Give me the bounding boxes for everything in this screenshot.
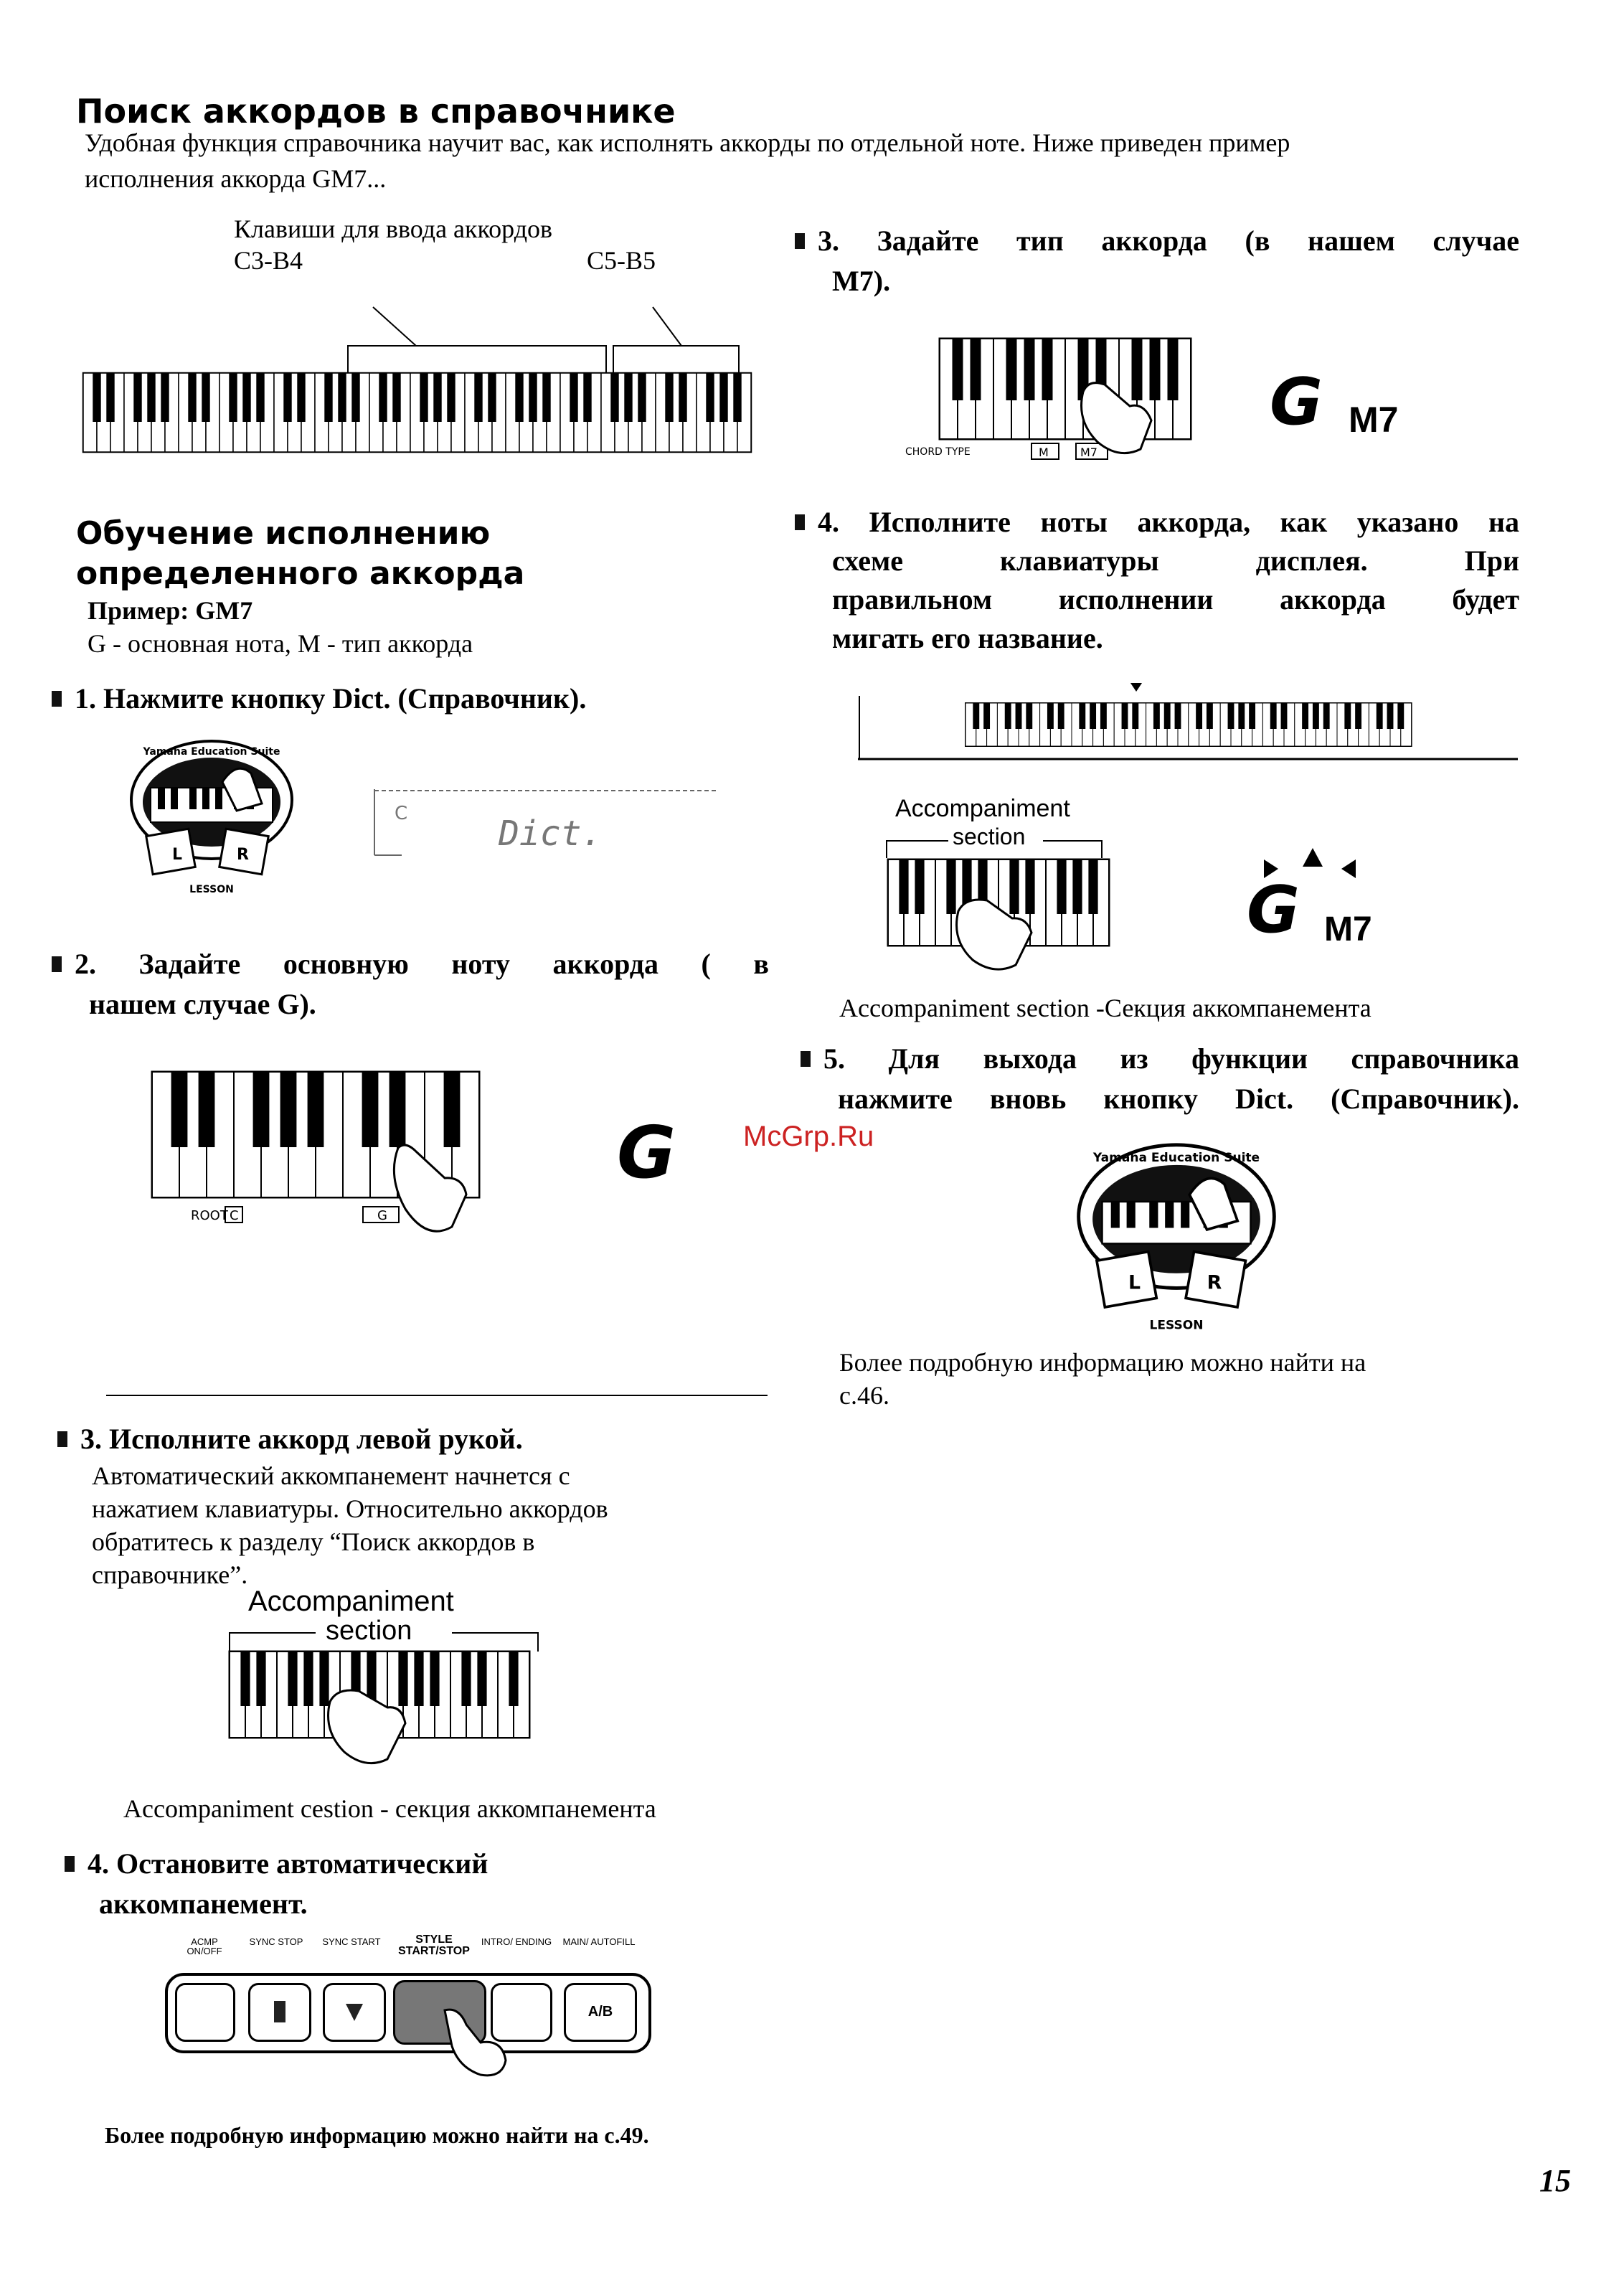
black-key: [1057, 859, 1066, 914]
black-key: [199, 1072, 215, 1147]
black-key: [351, 373, 359, 422]
black-key: [1005, 703, 1011, 729]
ab-label: A/B: [587, 2004, 613, 2020]
hand-icon: [438, 2003, 524, 2082]
black-key: [529, 373, 537, 422]
accomp-label-left-2: section: [326, 1616, 412, 1646]
range-left-label: C3-B4: [234, 246, 303, 275]
black-key: [242, 373, 250, 422]
black-key: [1238, 703, 1245, 729]
black-key: [1228, 703, 1234, 729]
black-key: [953, 339, 963, 400]
black-key: [1377, 703, 1383, 729]
keyboard-keys: [940, 339, 1191, 439]
btn-label-intro: INTRO/ ENDING: [481, 1936, 552, 1947]
black-key: [1344, 703, 1351, 729]
left-step-1: [52, 682, 586, 715]
right-step-3-text: 3. Задайте тип аккорда (в нашем случае: [818, 225, 1519, 257]
black-key: [240, 1652, 250, 1706]
lcd-root-g-3: G: [1247, 872, 1300, 948]
btn-label-sync-stop: SYNC STOP: [249, 1936, 303, 1947]
m7-key-label: M7: [1080, 446, 1097, 459]
black-key: [392, 373, 400, 422]
full-keyboard-diagram: [79, 301, 768, 459]
left-step-3-text-3: обратитесь к разделу “Поиск аккордов в: [92, 1527, 535, 1556]
left-step-1-text: 1. Нажмите кнопку Dict. (Справочник).: [75, 682, 587, 715]
black-key: [915, 859, 924, 914]
black-key: [430, 1652, 439, 1706]
left-step-2-text: 2. Задайте основную ноту аккорда ( в: [75, 948, 769, 980]
chord-type-label: CHORD TYPE: [905, 446, 971, 458]
left-step-3-caption: Accompaniment cestion - секция аккомпанемента: [123, 1794, 656, 1823]
right-step-5-line-1: [801, 1042, 1519, 1075]
black-key: [624, 373, 632, 422]
black-key: [638, 373, 646, 422]
black-key: [461, 1652, 471, 1706]
black-key: [1150, 339, 1161, 400]
black-key: [665, 373, 673, 422]
black-key: [1058, 703, 1064, 729]
black-key: [610, 373, 618, 422]
keyboard-accompaniment-left: [222, 1623, 638, 1766]
black-key: [542, 373, 550, 422]
right-footer-line-2: с.46.: [839, 1381, 889, 1410]
black-key: [308, 1072, 324, 1147]
black-key: [433, 373, 441, 422]
btn-label-acmp: ACMP ON/OFF: [187, 1936, 222, 1956]
example-label: Пример: GM7: [88, 596, 253, 625]
black-key: [202, 373, 209, 422]
root-label: ROOT: [191, 1208, 228, 1223]
black-key: [1042, 339, 1053, 400]
black-key: [106, 373, 114, 422]
keyboard-chord-type: [904, 334, 1219, 478]
black-key: [570, 373, 577, 422]
black-key: [1397, 703, 1404, 729]
m-key-label: M: [1039, 446, 1049, 459]
black-key: [188, 373, 196, 422]
right-step-4-caption: Accompaniment section -Секция аккомпанемента: [839, 994, 1372, 1022]
left-step-4-line-1: [65, 1847, 488, 1880]
black-key: [444, 1072, 461, 1147]
black-key: [1249, 703, 1255, 729]
black-key: [1024, 339, 1035, 400]
black-key: [93, 373, 100, 422]
bullet-icon: [65, 1856, 75, 1872]
bullet-icon: [57, 1431, 67, 1447]
lesson-badge-1: [115, 732, 308, 897]
right-step-4-line-2: схеме клавиатуры дисплея. При: [832, 545, 1519, 577]
left-step-4-text: 4. Остановите автоматический: [88, 1847, 488, 1880]
black-key: [973, 703, 979, 729]
black-key: [447, 373, 455, 422]
black-key: [1026, 703, 1032, 729]
left-step-2-line-2: нашем случае G).: [89, 988, 316, 1020]
divider: [106, 1395, 768, 1396]
page-number: 15: [1539, 2163, 1571, 2198]
range-right-label: C5-B5: [587, 246, 656, 275]
black-key: [899, 859, 908, 914]
black-key: [1006, 339, 1017, 400]
black-key: [706, 373, 714, 422]
intro-line-2: исполнения аккорда GM7...: [85, 164, 387, 193]
intro-line-1: Удобная функция справочника научит вас, как исполнять аккорды по отдельной ноте. Ниже приведен пример: [85, 128, 1290, 157]
black-key: [414, 1652, 423, 1706]
section-title-chord-search: Поиск аккордов в справочнике: [76, 92, 676, 131]
left-step-4-line-2: аккомпанемент.: [99, 1888, 308, 1920]
lesson-bottom-label: LESSON: [189, 884, 234, 895]
bullet-icon: [52, 956, 62, 972]
sync-start-button[interactable]: [323, 1983, 386, 2042]
lcd-root-g-2: G: [1270, 364, 1323, 440]
left-step-2-line-1: [52, 947, 769, 981]
black-key: [319, 1652, 329, 1706]
g-key-label: G: [377, 1208, 387, 1223]
black-key: [229, 373, 237, 422]
section-title-line-1: Обучение исполнению: [76, 515, 491, 552]
black-key: [288, 1652, 297, 1706]
black-key: [256, 373, 264, 422]
lcd-keyboard-keys: [966, 703, 1412, 746]
black-key: [1196, 703, 1202, 729]
black-key: [1207, 703, 1213, 729]
lesson-left-label: L: [172, 846, 183, 864]
right-step-3-line-2: M7).: [832, 265, 891, 297]
accomp-label-right-1: Accompaniment: [895, 795, 1070, 822]
black-key: [509, 1652, 518, 1706]
accomp-label-right-2: section: [953, 824, 1026, 849]
right-step-4-line-4: мигать его название.: [832, 622, 1103, 654]
black-key: [390, 1072, 406, 1147]
black-key: [1122, 703, 1128, 729]
right-step-5-text: 5. Для выхода из функции справочника: [823, 1042, 1519, 1075]
lcd-dict-text: Dict.: [499, 814, 603, 854]
black-key: [1281, 703, 1288, 729]
black-key: [1132, 339, 1143, 400]
keyboard-keys: [83, 373, 751, 452]
black-key: [1132, 703, 1138, 729]
black-key: [1355, 703, 1361, 729]
right-step-3-line-1: [795, 224, 1519, 258]
lcd-root-g: G: [617, 1111, 676, 1195]
example-note: G - основная нота, M - тип аккорда: [88, 629, 473, 658]
left-step-3-text-2: нажатием клавиатуры. Относительно аккордов: [92, 1494, 608, 1523]
black-key: [1088, 859, 1097, 914]
black-key: [1302, 703, 1308, 729]
root-key-label: C: [230, 1208, 239, 1223]
lesson-right-label: R: [237, 846, 249, 864]
black-key: [338, 373, 346, 422]
bullet-icon: [801, 1051, 811, 1067]
black-key: [515, 373, 523, 422]
lcd-keyboard-display: [858, 674, 1518, 768]
left-step-3-text-1: Автоматический аккомпанемент начнется с: [92, 1461, 570, 1490]
keys-caption: Клавиши для ввода аккордов: [234, 215, 553, 243]
black-key: [1079, 703, 1085, 729]
lesson-arc-text: Yamaha Education Suite: [1092, 1150, 1260, 1165]
sync-stop-button[interactable]: [248, 1983, 311, 2042]
black-key: [133, 373, 141, 422]
black-key: [283, 373, 291, 422]
lesson-right-label: R: [1207, 1271, 1222, 1294]
black-key: [1168, 339, 1179, 400]
black-key: [1009, 859, 1019, 914]
lcd-display-dict: [373, 789, 717, 868]
lesson-badge-2: [1054, 1134, 1298, 1334]
black-key: [171, 1072, 188, 1147]
lesson-bottom-label: LESSON: [1149, 1318, 1204, 1333]
black-key: [420, 373, 428, 422]
keyboard-root-note: [151, 1069, 509, 1248]
black-key: [1313, 703, 1319, 729]
black-key: [733, 373, 741, 422]
black-key: [1270, 703, 1277, 729]
black-key: [983, 703, 990, 729]
black-key: [1100, 703, 1107, 729]
black-key: [1090, 703, 1096, 729]
left-step-3-text: 3. Исполните аккорд левой рукой.: [80, 1423, 523, 1455]
black-key: [253, 1072, 270, 1147]
black-key: [362, 1072, 379, 1147]
right-step-4-line-3: правильном исполнении аккорда будет: [832, 583, 1519, 616]
left-step-3: [57, 1422, 523, 1456]
black-key: [971, 339, 981, 400]
black-key: [488, 373, 496, 422]
black-key: [297, 373, 305, 422]
keyboard-accompaniment-right: [879, 832, 1195, 976]
black-key: [946, 859, 955, 914]
lcd-type-m7-2: M7: [1324, 910, 1372, 948]
right-step-4-line-1: [795, 505, 1519, 539]
black-key: [324, 373, 332, 422]
lesson-arc-text: Yamaha Education Suite: [143, 746, 280, 758]
accomp-label-left-1: Accompaniment: [248, 1586, 454, 1617]
black-key: [303, 1652, 313, 1706]
black-key: [1072, 859, 1082, 914]
style-button-panel: [165, 1934, 653, 2056]
section-title-line-2: определенного аккорда: [76, 555, 525, 592]
right-step-4-text: 4. Исполните ноты аккорда, как указано на: [818, 506, 1519, 538]
black-key: [1153, 703, 1160, 729]
bullet-icon: [795, 233, 805, 249]
btn-label-style: STYLE START/STOP: [398, 1933, 470, 1957]
black-key: [398, 1652, 407, 1706]
black-key: [1323, 703, 1330, 729]
watermark[interactable]: McGrp.Ru: [743, 1121, 874, 1152]
black-key: [161, 373, 169, 422]
main-autofill-button[interactable]: [564, 1983, 637, 2042]
black-key: [1175, 703, 1181, 729]
black-key: [477, 1652, 486, 1706]
black-key: [1387, 703, 1394, 729]
black-key: [1025, 859, 1034, 914]
bullet-icon: [52, 691, 62, 707]
right-footer-line-1: Более подробную информацию можно найти на: [839, 1348, 1366, 1377]
black-key: [583, 373, 591, 422]
btn-label-sync-start: SYNC START: [322, 1936, 381, 1947]
left-step-3-text-4: справочнике”.: [92, 1560, 248, 1589]
black-key: [719, 373, 727, 422]
acmp-button[interactable]: [175, 1983, 235, 2042]
black-key: [147, 373, 155, 422]
black-key: [1047, 703, 1054, 729]
btn-label-main: MAIN/ AUTOFILL: [562, 1936, 636, 1947]
lcd-prefix: C: [395, 803, 408, 824]
black-key: [474, 373, 482, 422]
black-key: [379, 373, 387, 422]
lesson-left-label: L: [1128, 1271, 1141, 1294]
black-key: [280, 1072, 297, 1147]
black-key: [256, 1652, 265, 1706]
black-key: [1164, 703, 1171, 729]
left-footer: Более подробную информацию можно найти на с.49.: [105, 2122, 649, 2148]
lcd-type-m7: M7: [1349, 400, 1399, 440]
black-key: [1016, 703, 1022, 729]
bullet-icon: [795, 514, 805, 530]
black-key: [679, 373, 686, 422]
right-step-5-line-2: нажмите вновь кнопку Dict. (Справочник).: [838, 1083, 1519, 1115]
